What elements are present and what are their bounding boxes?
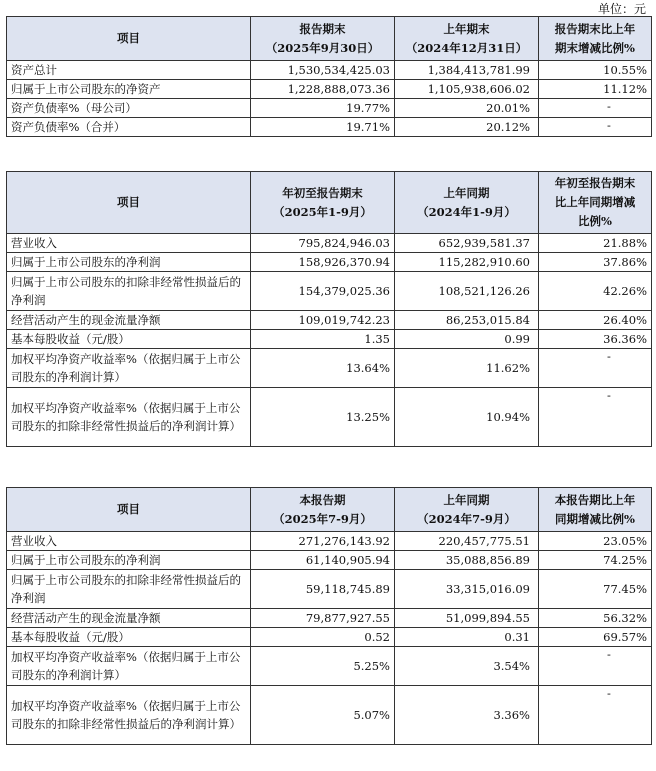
table-row [7,647,652,686]
table-row [7,628,652,647]
table-row [7,532,652,551]
row-label: 营业收入 [7,234,251,253]
header-change-pct: 年初至报告期末 比上年同期增减 比例% [539,172,652,234]
table-header-row [7,172,652,234]
current-value: 158,926,370.94 [251,253,395,272]
change-pct-text: - [607,388,611,402]
current-value: 109,019,742.23 [251,311,395,330]
row-label: 加权平均净资产收益率%（依据归属于上市公司股东的净利润计算） [7,349,251,388]
row-label: 加权平均净资产收益率%（依据归属于上市公司股东的扣除非经常性损益后的净利润计算） [7,686,251,745]
table-header-row [7,488,652,532]
prior-value: 11.62% [395,349,539,388]
current-value: 0.52 [251,628,395,647]
prior-value: 35,088,856.89 [395,551,539,570]
prior-value: 86,253,015.84 [395,311,539,330]
row-label: 归属于上市公司股东的扣除非经常性损益后的净利润 [7,570,251,609]
change-pct: 37.86% [539,253,652,272]
current-value: 154,379,025.36 [251,272,395,311]
prior-value: 3.36% [395,686,539,745]
header-prior-same-period: 上年同期 （2024年7-9月） [395,488,539,532]
header-prior-year-end: 上年期末 （2024年12月31日） [395,17,539,61]
prior-value: 652,939,581.37 [395,234,539,253]
change-pct-text: - [607,647,611,661]
current-value: 61,140,905.94 [251,551,395,570]
row-label: 基本每股收益（元/股） [7,330,251,349]
prior-value: 10.94% [395,388,539,447]
change-pct: 10.55% [539,61,652,80]
row-label: 资产总计 [7,61,251,80]
change-pct [539,686,652,745]
change-pct-text: - [607,349,611,363]
prior-value: 33,315,016.09 [395,570,539,609]
header-ytd: 年初至报告期末 （2025年1-9月） [251,172,395,234]
current-value: 59,118,745.89 [251,570,395,609]
change-pct [539,99,652,118]
row-label: 经营活动产生的现金流量净额 [7,609,251,628]
prior-value: 220,457,775.51 [395,532,539,551]
current-value: 795,824,946.03 [251,234,395,253]
change-pct: 56.32% [539,609,652,628]
table-row [7,80,652,99]
current-value: 19.77% [251,99,395,118]
row-label: 归属于上市公司股东的净利润 [7,551,251,570]
prior-value: 20.12% [395,118,539,137]
current-value: 19.71% [251,118,395,137]
change-pct: 69.57% [539,628,652,647]
header-change-pct: 报告期末比上年 期末增减比例% [539,17,652,61]
row-label: 经营活动产生的现金流量净额 [7,311,251,330]
prior-value: 51,099,894.55 [395,609,539,628]
table-row [7,349,652,388]
change-pct [539,388,652,447]
change-pct: 21.88% [539,234,652,253]
table-row [7,99,652,118]
header-current-quarter: 本报告期 （2025年7-9月） [251,488,395,532]
prior-value: 20.01% [395,99,539,118]
change-pct: 36.36% [539,330,652,349]
table-row [7,609,652,628]
table-row [7,61,652,80]
table-row [7,253,652,272]
ytd-income-table [6,171,652,447]
change-pct: 42.26% [539,272,652,311]
balance-sheet-table [6,16,652,137]
prior-value: 1,105,938,606.02 [395,80,539,99]
row-label: 资产负债率%（合并） [7,118,251,137]
current-value: 13.25% [251,388,395,447]
change-pct: 74.25% [539,551,652,570]
row-label: 基本每股收益（元/股） [7,628,251,647]
change-pct-text: - [607,118,611,132]
table-row [7,272,652,311]
row-label: 加权平均净资产收益率%（依据归属于上市公司股东的净利润计算） [7,647,251,686]
current-value: 5.25% [251,647,395,686]
prior-value: 3.54% [395,647,539,686]
change-pct: 23.05% [539,532,652,551]
prior-value: 1,384,413,781.99 [395,61,539,80]
table-row [7,234,652,253]
change-pct: 11.12% [539,80,652,99]
change-pct [539,118,652,137]
quarter-income-table [6,487,652,745]
current-value: 13.64% [251,349,395,388]
change-pct [539,647,652,686]
current-value: 1.35 [251,330,395,349]
change-pct-text: - [607,686,611,700]
row-label: 营业收入 [7,532,251,551]
prior-value: 0.31 [395,628,539,647]
table-row [7,388,652,447]
current-value: 79,877,927.55 [251,609,395,628]
row-label: 归属于上市公司股东的净利润 [7,253,251,272]
table-row [7,118,652,137]
table-row [7,551,652,570]
change-pct: 26.40% [539,311,652,330]
row-label: 资产负债率%（母公司） [7,99,251,118]
current-value: 1,228,888,073.36 [251,80,395,99]
table-header-row [7,17,652,61]
table-row [7,570,652,609]
prior-value: 115,282,910.60 [395,253,539,272]
prior-value: 108,521,126.26 [395,272,539,311]
row-label: 归属于上市公司股东的净资产 [7,80,251,99]
unit-label: 单位：元 [597,2,646,16]
row-label: 归属于上市公司股东的扣除非经常性损益后的净利润 [7,272,251,311]
current-value: 5.07% [251,686,395,745]
header-item: 项目 [7,17,251,61]
header-prior-same-period: 上年同期 （2024年1-9月） [395,172,539,234]
current-value: 1,530,534,425.03 [251,61,395,80]
table-row [7,330,652,349]
current-value: 271,276,143.92 [251,532,395,551]
header-item: 项目 [7,488,251,532]
prior-value: 0.99 [395,330,539,349]
change-pct: 77.45% [539,570,652,609]
row-label: 加权平均净资产收益率%（依据归属于上市公司股东的扣除非经常性损益后的净利润计算） [7,388,251,447]
change-pct [539,349,652,388]
header-item: 项目 [7,172,251,234]
header-period-end: 报告期末 （2025年9月30日） [251,17,395,61]
table-row [7,311,652,330]
table-row [7,686,652,745]
change-pct-text: - [607,99,611,113]
header-change-pct: 本报告期比上年 同期增减比例% [539,488,652,532]
